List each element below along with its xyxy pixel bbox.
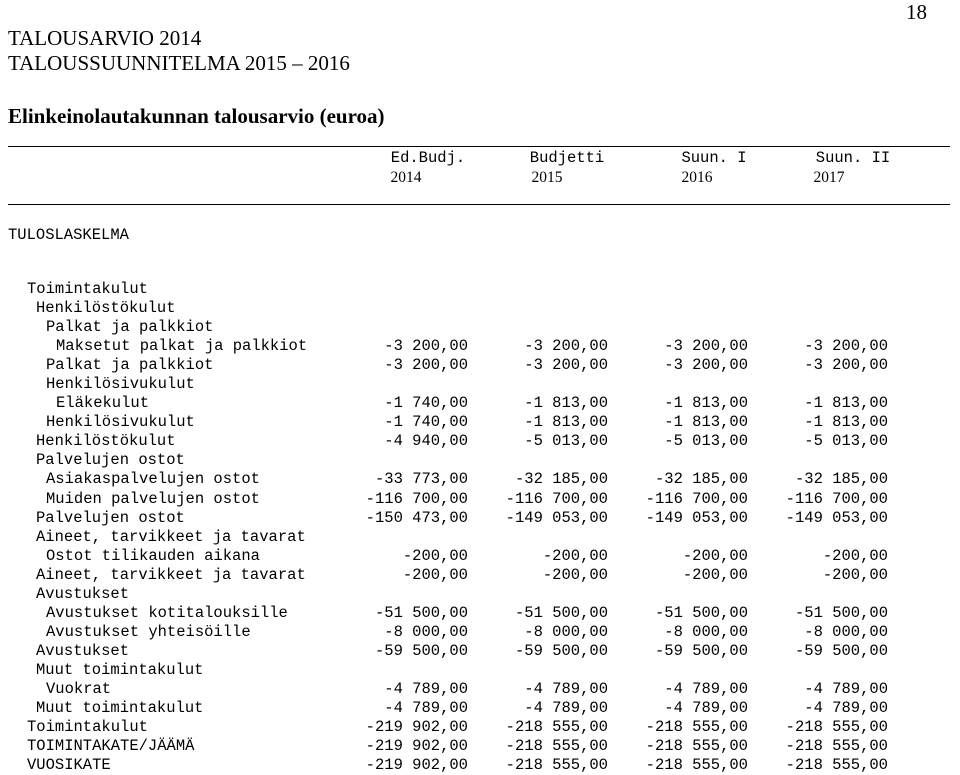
row-value: -3 200,00 [384, 337, 468, 356]
row-label: Eläkekulut [56, 394, 150, 413]
table-row [0, 337, 960, 356]
row-label: Henkilöstökulut [36, 299, 176, 318]
row-value: -218 555,00 [645, 718, 748, 737]
row-value: -8 000,00 [804, 622, 888, 641]
row-value: -116 700,00 [505, 489, 608, 508]
row-value: -149 053,00 [645, 508, 748, 527]
row-value: -219 902,00 [365, 718, 468, 737]
column-header-years [0, 169, 960, 189]
table-row [0, 699, 960, 718]
row-value: -3 200,00 [524, 356, 608, 375]
section-title: Elinkeinolautakunnan talousarvio (euroa) [8, 104, 385, 128]
column-header-label: Budjetti [529, 149, 605, 167]
row-value: -3 200,00 [804, 356, 888, 375]
row-value: -5 013,00 [804, 432, 888, 451]
row-value: -200,00 [402, 546, 468, 565]
table-row [0, 470, 960, 489]
table-row [0, 299, 960, 318]
row-value: -4 789,00 [524, 699, 608, 718]
row-value: -218 555,00 [505, 718, 608, 737]
column-header-year: 2014 [390, 169, 422, 186]
row-value: -116 700,00 [785, 489, 888, 508]
table-row [0, 318, 960, 337]
row-value: -218 555,00 [505, 756, 608, 775]
row-value: -32 185,00 [794, 470, 888, 489]
row-label: Ostot tilikauden aikana [46, 546, 260, 565]
row-value: -218 555,00 [785, 737, 888, 756]
table-row [0, 604, 960, 623]
row-label: Avustukset yhteisöille [46, 622, 251, 641]
row-value: -5 013,00 [524, 432, 608, 451]
row-value: -200,00 [822, 565, 888, 584]
header-bottom-rule [8, 204, 950, 205]
row-value: -3 200,00 [804, 337, 888, 356]
row-value: -218 555,00 [785, 718, 888, 737]
column-header-label: Suun. I [681, 149, 747, 167]
row-value: -1 813,00 [804, 394, 888, 413]
row-label: Toimintakulut [27, 280, 148, 298]
table-row [0, 451, 960, 470]
row-value: -59 500,00 [514, 641, 608, 660]
table-row [0, 623, 960, 642]
row-value: -4 789,00 [664, 679, 748, 698]
row-value: -218 555,00 [505, 737, 608, 756]
row-value: -219 902,00 [365, 756, 468, 775]
row-label: Avustukset [36, 584, 130, 603]
row-value: -51 500,00 [374, 603, 468, 622]
header-top-rule [8, 146, 950, 147]
row-value: -4 789,00 [664, 699, 748, 718]
row-value: -150 473,00 [365, 508, 468, 527]
row-value: -3 200,00 [664, 356, 748, 375]
row-value: -59 500,00 [374, 641, 468, 660]
row-label: Henkilöstökulut [36, 432, 176, 451]
table-row [0, 566, 960, 585]
row-value: -8 000,00 [384, 622, 468, 641]
title-line-1: TALOUSARVIO 2014 [8, 26, 202, 50]
table-heading: TULOSLASKELMA [8, 226, 129, 244]
row-value: -1 813,00 [664, 413, 748, 432]
table-row [0, 528, 960, 547]
row-value: -5 013,00 [664, 432, 748, 451]
row-label: Muut toimintakulut [36, 660, 204, 679]
table-row [0, 642, 960, 661]
row-label: Aineet, tarvikkeet ja tavarat [36, 527, 306, 546]
row-value: -218 555,00 [785, 756, 888, 775]
row-value: -59 500,00 [794, 641, 888, 660]
row-label: Vuokrat [46, 679, 112, 698]
table-row [0, 737, 960, 756]
row-label: Muiden palvelujen ostot [46, 489, 260, 508]
row-label: Avustukset [36, 641, 130, 660]
document-title [8, 26, 350, 76]
row-value: -59 500,00 [654, 641, 748, 660]
row-value: -200,00 [822, 546, 888, 565]
row-value: -218 555,00 [645, 737, 748, 756]
row-value: -116 700,00 [365, 489, 468, 508]
column-header-year: 2016 [681, 169, 713, 186]
row-value: -4 789,00 [804, 699, 888, 718]
title-line-2: TALOUSSUUNNITELMA 2015 – 2016 [8, 51, 350, 75]
row-value: -3 200,00 [384, 356, 468, 375]
row-value: -218 555,00 [645, 756, 748, 775]
row-label: Palkat ja palkkiot [46, 318, 214, 337]
table-row [0, 432, 960, 451]
row-value: -200,00 [542, 546, 608, 565]
row-value: -200,00 [682, 546, 748, 565]
table-row [0, 680, 960, 699]
row-value: -4 940,00 [384, 432, 468, 451]
row-label: TOIMINTAKATE/JÄÄMÄ [27, 737, 195, 756]
row-label: Toimintakulut [27, 718, 148, 737]
row-label: Maksetut palkat ja palkkiot [56, 337, 308, 356]
page-number: 18 [906, 0, 927, 24]
row-label: Muut toimintakulut [36, 699, 204, 718]
row-value: -3 200,00 [664, 337, 748, 356]
row-value: -8 000,00 [524, 622, 608, 641]
row-value: -4 789,00 [524, 679, 608, 698]
row-value: -4 789,00 [384, 679, 468, 698]
row-value: -149 053,00 [785, 508, 888, 527]
row-value: -1 813,00 [804, 413, 888, 432]
budget-table [0, 280, 960, 775]
row-value: -4 789,00 [804, 679, 888, 698]
row-label: VUOSIKATE [27, 756, 111, 775]
row-value: -1 740,00 [384, 413, 468, 432]
row-label: Asiakaspalvelujen ostot [46, 470, 260, 489]
row-value: -33 773,00 [374, 470, 468, 489]
column-header-labels [0, 149, 960, 169]
column-header-year: 2015 [531, 169, 563, 186]
table-row [0, 718, 960, 737]
row-value: -8 000,00 [664, 622, 748, 641]
row-label: Avustukset kotitalouksille [46, 603, 288, 622]
row-value: -200,00 [542, 565, 608, 584]
table-row [0, 756, 960, 775]
row-label: Henkilösivukulut [46, 375, 195, 394]
row-value: -200,00 [682, 565, 748, 584]
table-row [0, 394, 960, 413]
table-row [0, 356, 960, 375]
row-value: -32 185,00 [654, 470, 748, 489]
row-label: Palvelujen ostot [36, 508, 185, 527]
row-value: -32 185,00 [514, 470, 608, 489]
row-value: -4 789,00 [384, 699, 468, 718]
row-label: Henkilösivukulut [46, 413, 195, 432]
table-row [0, 661, 960, 680]
table-row [0, 490, 960, 509]
row-label: Palvelujen ostot [36, 451, 185, 470]
row-value: -3 200,00 [524, 337, 608, 356]
table-row [0, 375, 960, 394]
table-row [0, 509, 960, 528]
table-row [0, 280, 960, 299]
row-label: Palkat ja palkkiot [46, 356, 214, 375]
row-value: -1 813,00 [524, 413, 608, 432]
row-label: Aineet, tarvikkeet ja tavarat [36, 565, 306, 584]
row-value: -51 500,00 [794, 603, 888, 622]
row-value: -149 053,00 [505, 508, 608, 527]
column-header-label: Ed.Budj. [390, 149, 466, 167]
row-value: -1 740,00 [384, 394, 468, 413]
table-row [0, 547, 960, 566]
row-value: -1 813,00 [524, 394, 608, 413]
column-header-year: 2017 [813, 169, 845, 186]
table-row [0, 585, 960, 604]
row-value: -51 500,00 [514, 603, 608, 622]
table-row [0, 413, 960, 432]
row-value: -116 700,00 [645, 489, 748, 508]
row-value: -51 500,00 [654, 603, 748, 622]
row-value: -200,00 [402, 565, 468, 584]
row-value: -1 813,00 [664, 394, 748, 413]
column-header-label: Suun. II [815, 149, 891, 167]
row-value: -219 902,00 [365, 737, 468, 756]
